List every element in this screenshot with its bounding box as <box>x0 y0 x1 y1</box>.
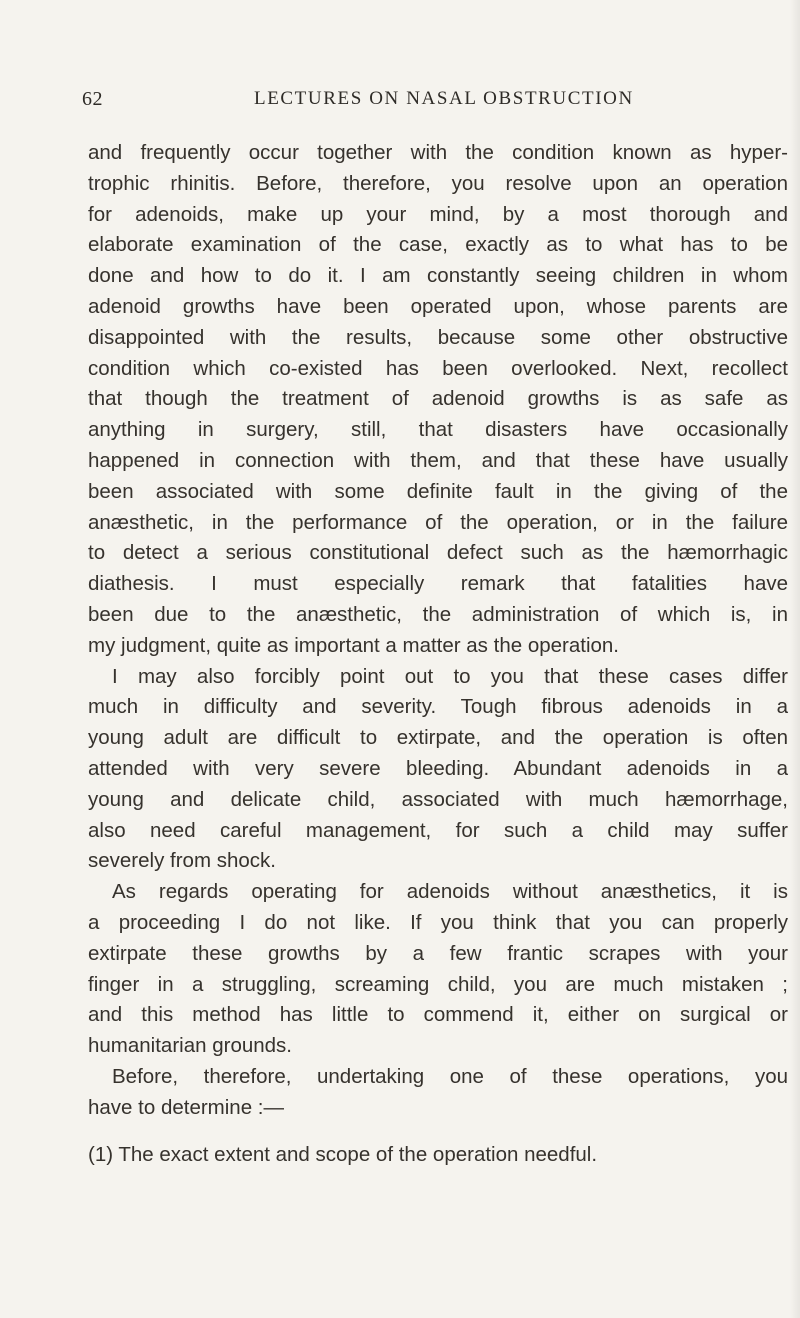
text-line: condition which co-existed has been overlooked. Next, recollect <box>88 356 788 380</box>
running-title: LECTURES ON NASAL OBSTRUCTION <box>254 88 634 109</box>
text-line: anæsthetic, in the performance of the operation, or in the failure <box>88 510 788 534</box>
text-line: extirpate these growths by a few frantic scrapes with your <box>88 941 788 965</box>
text-line: finger in a struggling, screaming child, you are much mistaken ; <box>88 972 788 996</box>
text-line: young and delicate child, associated with much hæmorrhage, <box>88 787 788 811</box>
text-line: to detect a serious constitutional defect such as the hæmorrhagic <box>88 541 788 565</box>
text-line: (1) The exact extent and scope of the operation needful. <box>88 1142 598 1166</box>
text-line: been associated with some definite fault in the giving of the <box>88 479 788 503</box>
text-line: trophic rhinitis. Before, therefore, you resolve upon an operation <box>88 171 788 195</box>
text-line: happened in connection with them, and that these have usually <box>88 448 788 472</box>
text-line: much in difficulty and severity. Tough fibrous adenoids in a <box>88 695 788 719</box>
text-line: Before, therefore, undertaking one of these operations, you <box>112 1064 788 1088</box>
text-line: humanitarian grounds. <box>88 1034 292 1058</box>
text-line: for adenoids, make up your mind, by a most thorough and <box>88 202 788 226</box>
text-line: and frequently occur together with the condition known as hyper- <box>88 141 788 164</box>
text-line: I may also forcibly point out to you that these cases differ <box>112 664 788 688</box>
text-line: have to determine :— <box>88 1095 284 1119</box>
text-line: done and how to do it. I am constantly seeing children in whom <box>88 264 788 288</box>
text-line: my judgment, quite as important a matter as the operation. <box>88 633 619 657</box>
body-text <box>88 138 788 1170</box>
text-line: disappointed with the results, because some other obstructive <box>88 325 788 349</box>
text-line: diathesis. I must especially remark that fatalities have <box>88 572 788 596</box>
text-line: anything in surgery, still, that disasters have occasionally <box>88 418 788 442</box>
text-line: elaborate examination of the case, exactly as to what has to be <box>88 233 788 257</box>
page-number: 62 <box>82 88 103 110</box>
page-edge <box>790 0 800 1318</box>
text-line: As regards operating for adenoids without anæsthetics, it is <box>112 880 788 904</box>
text-line: also need careful management, for such a child may suffer <box>88 818 788 842</box>
text-line: attended with very severe bleeding. Abundant adenoids in a <box>88 756 788 780</box>
text-line: adenoid growths have been operated upon, whose parents are <box>88 294 788 318</box>
text-line: that though the treatment of adenoid growths is as safe as <box>88 387 788 411</box>
text-line: severely from shock. <box>88 849 276 873</box>
text-line: been due to the anæsthetic, the administration of which is, in <box>88 602 788 626</box>
text-line: and this method has little to commend it, either on surgical or <box>88 1003 788 1027</box>
text-line: young adult are difficult to extirpate, and the operation is often <box>88 726 788 750</box>
text-line: a proceeding I do not like. If you think that you can properly <box>88 910 788 934</box>
page-header <box>82 88 742 118</box>
